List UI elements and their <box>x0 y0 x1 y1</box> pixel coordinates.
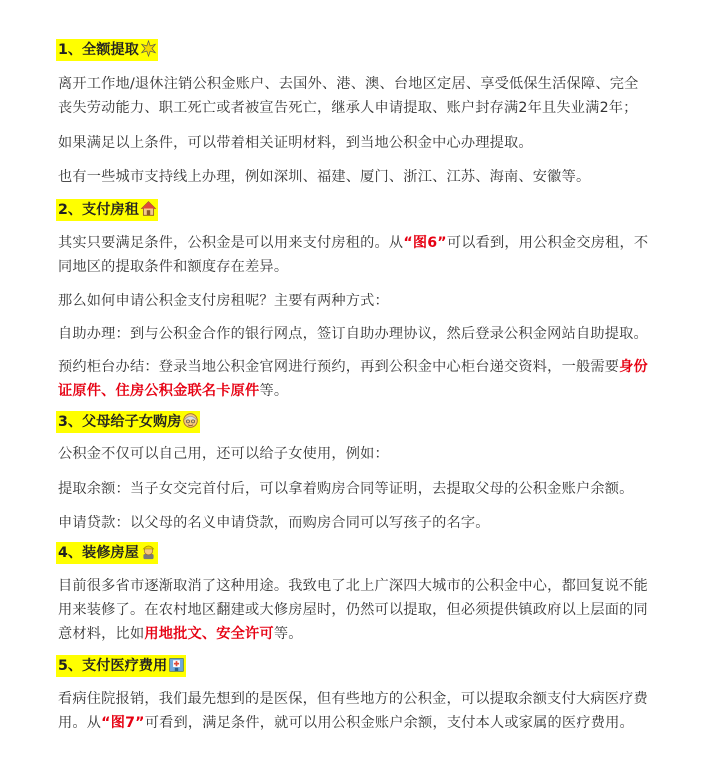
s3-para3: 申请贷款：以父母的名义申请贷款，而购房合同可以写孩子的名字。 <box>58 515 490 531</box>
s2-para4-line1: 预约柜台办结：登录当地公积金官网进行预约，再到公积金中心柜台递交资料，一般需要身份 <box>58 359 648 375</box>
section-2-title: 2、支付房租 <box>58 202 139 218</box>
section-5-title: 5、支付医疗费用 <box>58 658 168 674</box>
section-3-heading <box>56 411 200 433</box>
s4-para1-line1: 目前很多省市逐渐取消了这种用途。我致电了北上广深四大城市的公积金中心，都回复说不能 <box>58 578 648 594</box>
s2-para1-line1: 其实只要满足条件，公积金是可以用来支付房租的。从“图6”可以看到，用公积金交房租，不 <box>58 235 649 251</box>
section-1-heading <box>56 39 158 61</box>
section-4-heading <box>56 542 158 564</box>
s2-para3: 自助办理：到与公积金合作的银行网点，签订自助办理协议，然后登录公积金网站自助提取。 <box>58 326 648 342</box>
s1-para1-line1: 离开工作地/退休注销公积金账户、去国外、港、澳、台地区定居、享受低保生活保障、完全 <box>58 76 639 92</box>
section-5-heading <box>56 655 186 677</box>
s3-para1: 公积金不仅可以自己用，还可以给子女使用，例如： <box>58 446 389 462</box>
older-person-icon <box>182 412 199 429</box>
figure-7-reference: “图7” <box>101 715 145 731</box>
s1-para3: 也有一些城市支持线上办理，例如深圳、福建、厦门、浙江、江苏、海南、安徽等。 <box>58 169 591 185</box>
s2-para2: 那么如何申请公积金支付房租呢？主要有两种方式： <box>58 293 389 309</box>
s5-para1-line1: 看病住院报销，我们最先想到的是医保，但有些地方的公积金，可以提取余额支付大病医疗费 <box>58 691 648 707</box>
section-1-title: 1、全额提取 <box>58 42 139 58</box>
s3-para2: 提取余额：当子女交完首付后，可以拿着购房合同等证明，去提取父母的公积金账户余额。 <box>58 481 634 497</box>
house-icon <box>140 200 157 217</box>
sparkle-icon <box>140 40 157 57</box>
hospital-icon <box>168 656 185 673</box>
s1-para2: 如果满足以上条件，可以带着相关证明材料，到当地公积金中心办理提取。 <box>58 135 533 151</box>
s1-para1-line2: 丧失劳动能力、职工死亡或者被宣告死亡，继承人申请提取、账户封存满2年且失业满2年； <box>58 100 638 116</box>
section-3-title: 3、父母给子女购房 <box>58 414 182 430</box>
section-2-heading <box>56 199 158 221</box>
s2-para1-line2: 同地区的提取条件和额度存在差异。 <box>58 259 289 275</box>
s4-para1-line2: 用来装修了。在农村地区翻建或大修房屋时，仍然可以提取，但必须提供镇政府以上层面的同 <box>58 602 648 618</box>
s2-para4-line2: 证原件、住房公积金联名卡原件等。 <box>58 383 289 399</box>
s4-para1-line3: 意材料，比如用地批文、安全许可等。 <box>58 626 303 642</box>
s5-para1-line2: 用。从“图7”可看到，满足条件，就可以用公积金账户余额，支付本人或家属的医疗费用。 <box>58 715 634 731</box>
figure-6-reference: “图6” <box>403 235 447 251</box>
worker-icon <box>140 543 157 560</box>
section-4-title: 4、装修房屋 <box>58 545 139 561</box>
